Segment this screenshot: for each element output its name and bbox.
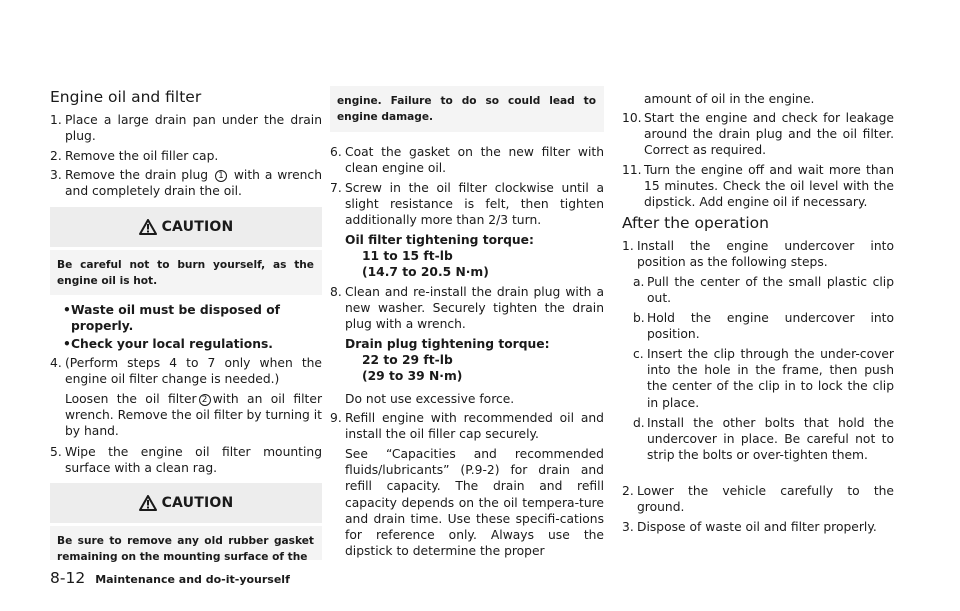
substep-d: d. Install the other bolts that hold the undercover in place. Be careful not to strip the bolts or over-tighten them. [633, 416, 894, 463]
caution-box-2-header: CAUTION [50, 483, 322, 523]
section-heading-engine-oil: Engine oil and filter [50, 88, 202, 106]
step-9-continued: amount of oil in the engine. [644, 92, 815, 106]
step-7: 7. Screw in the oil filter clockwise until a slight resistance is felt, then tighten additionally more than 2/3 turn. [330, 181, 604, 228]
warning-triangle-icon [139, 495, 157, 511]
substep-b: b. Hold the engine undercover into position. [633, 311, 894, 342]
after-step-1: 1. Install the engine undercover into position as the following steps. [622, 239, 894, 270]
oil-filter-torque: Oil filter tightening torque: 11 to 15 ft-lb (14.7 to 20.5 N·m) [345, 233, 534, 280]
bullet-1: • Waste oil must be disposed of properly. [63, 303, 280, 334]
page-number: 8-12 [50, 569, 86, 587]
substep-c: c. Insert the clip through the under-cover into the hole in the frame, then push the center of the clip in to lock the clip in place. [633, 347, 894, 410]
step-4-detail: Loosen the oil filter 2 with an oil filter wrench. Remove the oil filter by turning it by hand. [65, 392, 322, 439]
callout-2: 2 [199, 394, 211, 406]
step-1: 1. Place a large drain pan under the drain plug. [50, 113, 322, 144]
callout-1: 1 [215, 170, 227, 182]
step-9: 9. Refill engine with recommended oil and install the oil filler cap securely. [330, 411, 604, 442]
step-6: 6. Coat the gasket on the new filter with clean engine oil. [330, 145, 604, 176]
step-10: 10. Start the engine and check for leakage around the drain plug and the oil filter. Correct as required. [622, 111, 894, 158]
bullet-2: • Check your local regulations. [63, 337, 273, 351]
page-footer [50, 568, 290, 587]
caution-box-2-text: Be sure to remove any old rubber gasket remaining on the mounting surface of the [50, 526, 322, 560]
step-3: 3. Remove the drain plug 1 with a wrench and completely drain the oil. [50, 168, 322, 199]
step-11: 11. Turn the engine off and wait more than 15 minutes. Check the oil level with the dipstick. Add engine oil if necessary. [622, 163, 894, 210]
step-5: 5. Wipe the engine oil filter mounting surface with a clean rag. [50, 445, 322, 476]
after-step-2: 2. Lower the vehicle carefully to the ground. [622, 484, 894, 515]
step-8: 8. Clean and re-install the drain plug with a new washer. Securely tighten the drain plug with a wrench. [330, 285, 604, 332]
force-note: Do not use excessive force. [345, 392, 515, 406]
substep-a: a. Pull the center of the small plastic clip out. [633, 275, 894, 306]
step-2: 2. Remove the oil filler cap. [50, 149, 219, 163]
section-title: Maintenance and do-it-yourself [95, 573, 290, 586]
warning-triangle-icon [139, 219, 157, 235]
step-4: 4. (Perform steps 4 to 7 only when the engine oil filter change is needed.) [50, 356, 322, 387]
step-9-detail: See “Capacities and recommended fluids/lubricants” (P.9-2) for drain and refill capacity. The drain and refill capacity depends on the oil tempera-ture and drain time. Use these specifi-cations for reference only. Always use the dipstick to determine the proper [345, 447, 604, 559]
section-heading-after-operation: After the operation [622, 214, 769, 232]
caution-box-1-text: Be careful not to burn yourself, as the engine oil is hot. [50, 250, 322, 295]
drain-plug-torque: Drain plug tightening torque: 22 to 29 ft-lb (29 to 39 N·m) [345, 337, 550, 384]
after-step-3: 3. Dispose of waste oil and filter properly. [622, 520, 877, 534]
caution-box-1-header: CAUTION [50, 207, 322, 247]
caution-box-2-continued: engine. Failure to do so could lead to engine damage. [330, 86, 604, 132]
